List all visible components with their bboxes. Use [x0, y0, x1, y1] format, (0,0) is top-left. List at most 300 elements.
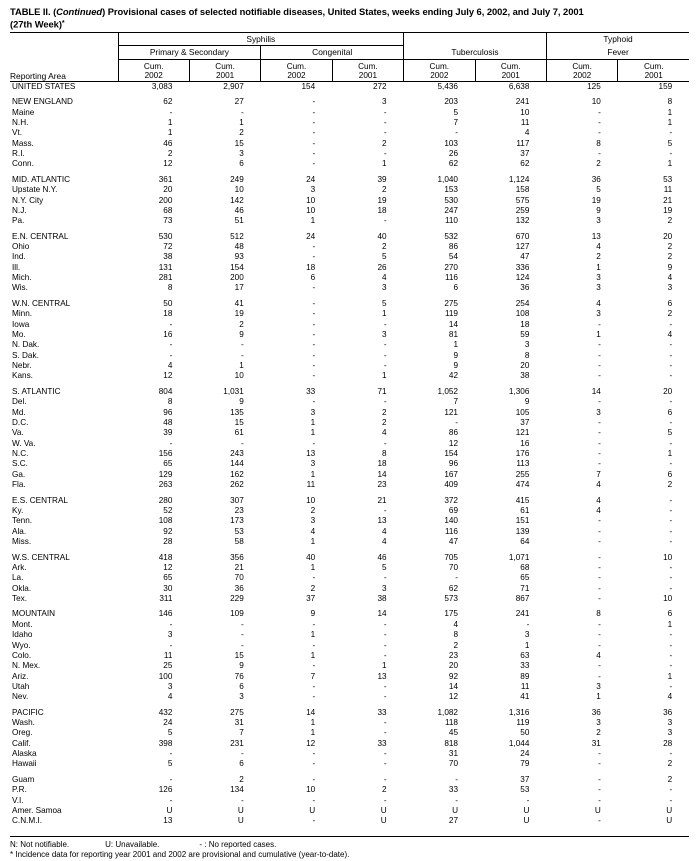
row-value-2: 162: [230, 469, 244, 479]
row-value-7: 7: [596, 469, 601, 479]
row-value-2: 53: [234, 526, 244, 536]
header-tb-2001: Cum. 2001: [475, 59, 546, 81]
row-value-1: 12: [163, 371, 173, 381]
row-value-6: -: [526, 619, 530, 629]
row-value-7: -: [598, 526, 601, 536]
row-value-6: 63: [520, 650, 530, 660]
row-value-3: -: [312, 619, 316, 629]
row-value-3: 24: [306, 174, 316, 184]
row-value-5: -: [455, 418, 458, 428]
row-value-7: -: [598, 449, 601, 459]
row-value-5: 81: [448, 330, 458, 340]
table-row: [10, 397, 689, 407]
row-value-4: -: [383, 128, 387, 138]
row-value-4: -: [383, 619, 387, 629]
table-row: [10, 283, 689, 293]
row-value-6: 11: [520, 117, 530, 127]
row-value-2: 48: [234, 242, 244, 252]
row-value-6: 1,316: [508, 707, 530, 717]
table-row: [10, 775, 689, 785]
row-value-7: 1: [596, 330, 601, 340]
row-value-5: 42: [448, 371, 458, 381]
row-value-6: 1,306: [508, 386, 530, 396]
table-row: [10, 128, 689, 138]
row-value-6: 259: [515, 205, 530, 215]
row-area-label: Amer. Samoa: [12, 806, 62, 816]
row-value-3: 10: [306, 785, 316, 795]
row-value-1: 38: [163, 252, 173, 262]
row-value-6: 124: [515, 273, 530, 283]
row-value-1: 11: [163, 650, 173, 660]
row-value-6: 176: [515, 449, 530, 459]
row-value-5: 92: [448, 671, 458, 681]
row-value-2: 46: [234, 205, 244, 215]
row-value-2: 2: [239, 128, 244, 138]
header-group-syphilis: Syphilis: [118, 32, 404, 45]
row-value-4: -: [383, 350, 387, 360]
row-value-6: U: [523, 816, 530, 826]
title-week: (27th Week): [10, 18, 62, 30]
row-area-label: Minn.: [12, 309, 33, 319]
row-value-2: 17: [234, 283, 244, 293]
row-value-2: 512: [230, 231, 244, 241]
row-area-label: Nev.: [12, 692, 29, 702]
row-value-2: 10: [234, 185, 244, 195]
row-value-8: 21: [663, 195, 673, 205]
row-area-label: V.I.: [12, 795, 24, 805]
row-value-7: 3: [596, 283, 601, 293]
table-row: [10, 584, 689, 594]
row-value-6: 3: [524, 340, 530, 350]
row-area-label: UNITED STATES: [12, 81, 76, 91]
row-value-6: 575: [515, 195, 530, 205]
row-value-4: 71: [377, 386, 387, 396]
row-value-1: 530: [158, 231, 173, 241]
row-value-8: 159: [658, 81, 673, 91]
row-area-label: Upstate N.Y.: [12, 185, 58, 195]
row-value-6: 18: [520, 319, 530, 329]
row-value-7: -: [598, 340, 601, 350]
row-value-3: -: [312, 692, 316, 702]
row-value-8: -: [669, 562, 673, 572]
row-value-5: 5: [453, 107, 458, 117]
row-value-8: 2: [667, 480, 673, 490]
row-value-8: -: [669, 418, 673, 428]
row-value-4: -: [383, 728, 387, 738]
row-value-4: 4: [382, 273, 387, 283]
row-value-2: 243: [230, 449, 244, 459]
row-value-8: 53: [663, 174, 673, 184]
row-value-4: 13: [377, 671, 387, 681]
row-value-8: -: [669, 128, 673, 138]
row-value-6: 132: [515, 216, 530, 226]
table-row: [10, 692, 689, 702]
row-value-4: 46: [377, 552, 387, 562]
row-value-6: 139: [515, 526, 530, 536]
row-value-4: 5: [382, 299, 387, 309]
row-area-label: S.C.: [12, 459, 28, 469]
title-suffix: ) Provisional cases of selected notifiable diseases, United States, weeks ending July 6, 2002, and July 7, 2001: [102, 6, 584, 17]
row-value-7: -: [598, 593, 601, 603]
row-value-7: 9: [596, 205, 601, 215]
row-value-1: -: [169, 619, 173, 629]
header-typhoid-2002: Cum. 2002: [546, 59, 617, 81]
row-value-6: 41: [520, 692, 530, 702]
row-value-7: -: [598, 661, 601, 671]
header-typhoid-2001: Cum. 2001: [618, 59, 689, 81]
row-value-8: 5: [667, 138, 673, 148]
table-row: [10, 408, 689, 418]
row-value-4: 18: [377, 459, 387, 469]
row-area-label: Ind.: [12, 252, 26, 262]
row-value-1: -: [169, 350, 173, 360]
table-row: [10, 816, 689, 826]
row-value-4: -: [383, 718, 387, 728]
table-row: [10, 108, 689, 118]
row-value-1: 13: [163, 816, 173, 826]
row-value-6: 151: [515, 516, 530, 526]
row-value-7: 8: [596, 138, 601, 148]
row-value-1: 146: [158, 609, 173, 619]
row-value-7: 14: [591, 386, 601, 396]
row-value-3: 18: [306, 262, 316, 272]
table-row: [10, 330, 689, 340]
row-area-label: Del.: [12, 397, 27, 407]
row-value-8: -: [669, 537, 673, 546]
row-value-6: 415: [515, 495, 530, 505]
row-value-1: -: [169, 749, 173, 759]
row-value-2: 2,907: [223, 81, 244, 91]
row-area-label: E.S. CENTRAL: [12, 495, 68, 505]
row-value-3: 12: [306, 738, 316, 748]
row-value-7: -: [598, 785, 601, 795]
row-value-6: 10: [520, 107, 530, 117]
header-subgroup-primary-secondary: Primary & Secondary: [118, 45, 261, 59]
row-value-7: -: [598, 371, 601, 381]
row-value-5: 86: [448, 428, 458, 438]
row-value-5: 14: [448, 319, 458, 329]
row-value-5: 110: [444, 216, 458, 226]
row-value-7: 1: [596, 262, 601, 272]
row-value-8: -: [669, 371, 673, 381]
row-value-2: 135: [230, 407, 244, 417]
row-value-8: 4: [667, 692, 673, 702]
row-value-1: 2: [167, 148, 173, 158]
footnotes: [10, 840, 689, 861]
table-row: [10, 97, 689, 107]
row-value-7: -: [598, 619, 601, 629]
row-value-3: -: [312, 107, 316, 117]
footnote-dash: - : No reported cases.: [199, 839, 277, 849]
row-value-4: 38: [377, 593, 387, 603]
row-value-2: U: [237, 806, 244, 816]
row-value-5: 62: [448, 583, 458, 593]
row-area-label: Ga.: [12, 469, 26, 479]
row-value-3: 13: [306, 449, 316, 459]
table-row: [10, 682, 689, 692]
row-value-4: 19: [377, 195, 387, 205]
bottom-rule-cell: [10, 827, 689, 837]
row-value-2: 144: [230, 459, 244, 469]
row-area-label: Idaho: [12, 630, 33, 640]
header-group-typhoid-bottom: Fever: [546, 45, 689, 59]
row-value-3: 9: [310, 609, 316, 619]
row-value-5: 175: [444, 609, 458, 619]
row-value-8: 2: [667, 759, 673, 769]
row-value-7: 4: [596, 480, 601, 490]
row-value-2: 61: [234, 428, 244, 438]
row-value-5: 12: [448, 438, 458, 448]
row-value-5: 372: [444, 495, 458, 505]
row-value-5: 9: [453, 361, 458, 371]
row-value-5: -: [455, 775, 458, 785]
row-value-8: 3: [667, 283, 673, 293]
table-row: [10, 242, 689, 252]
row-value-2: 3: [239, 692, 244, 702]
row-value-8: 1: [667, 117, 673, 127]
row-value-1: 39: [163, 428, 173, 438]
row-value-6: 6,638: [508, 81, 530, 91]
row-value-8: U: [666, 806, 673, 816]
row-value-5: 409: [444, 480, 458, 490]
table-row: [10, 480, 689, 490]
row-value-7: 4: [596, 242, 601, 252]
row-value-7: -: [598, 319, 601, 329]
row-value-1: 4: [167, 361, 173, 371]
row-value-5: 47: [448, 537, 458, 546]
row-area-label: N.C.: [12, 449, 29, 459]
table-row: [10, 273, 689, 283]
row-value-3: 2: [310, 583, 316, 593]
row-area-label: Ala.: [12, 526, 27, 536]
row-value-1: 281: [158, 273, 173, 283]
row-area-label: Hawaii: [12, 759, 37, 769]
row-value-8: -: [669, 361, 673, 371]
row-value-4: 272: [372, 81, 387, 91]
row-value-3: -: [312, 117, 316, 127]
row-value-4: -: [383, 216, 387, 226]
row-area-label: Iowa: [12, 319, 30, 329]
row-value-3: -: [312, 361, 316, 371]
row-value-2: 51: [234, 216, 244, 226]
row-value-6: 37: [520, 148, 530, 158]
header-reporting-area: Reporting Area: [10, 59, 118, 81]
row-value-4: 1: [382, 159, 387, 169]
row-value-8: 28: [663, 738, 673, 748]
row-area-label: Mo.: [12, 330, 26, 340]
row-value-2: 2: [239, 319, 244, 329]
row-value-8: 20: [663, 231, 673, 241]
row-value-4: 5: [382, 562, 387, 572]
row-value-5: 7: [453, 397, 458, 407]
row-value-1: 5: [167, 728, 173, 738]
row-area-label: Oreg.: [12, 728, 33, 738]
row-value-4: -: [383, 681, 387, 691]
table-row: [10, 641, 689, 651]
row-value-7: -: [598, 749, 601, 759]
table-row: [10, 506, 689, 516]
table-row: [10, 159, 689, 169]
row-value-8: -: [669, 681, 673, 691]
table-row: [10, 387, 689, 397]
row-value-6: 20: [520, 361, 530, 371]
row-value-4: 2: [382, 242, 387, 252]
table-row: [10, 728, 689, 738]
table-row: [10, 563, 689, 573]
row-value-3: 1: [310, 650, 316, 660]
row-value-7: 4: [596, 299, 601, 309]
row-value-1: 361: [158, 174, 173, 184]
row-value-5: 270: [444, 262, 458, 272]
row-value-2: 173: [230, 516, 244, 526]
header-group-row: [10, 32, 689, 45]
row-value-1: 156: [158, 449, 173, 459]
row-value-8: 6: [667, 469, 673, 479]
row-value-4: -: [383, 107, 387, 117]
row-value-5: 153: [444, 185, 458, 195]
row-value-8: 10: [663, 552, 673, 562]
row-value-3: 3: [310, 516, 316, 526]
row-value-1: 8: [167, 283, 173, 293]
row-value-5: 167: [444, 469, 458, 479]
table-row: [10, 299, 689, 309]
page-title: [10, 6, 689, 30]
row-value-5: 119: [444, 309, 458, 319]
row-value-6: 1,071: [508, 552, 530, 562]
row-value-1: 65: [163, 573, 173, 583]
row-value-6: 254: [515, 299, 530, 309]
row-value-1: 129: [158, 469, 173, 479]
row-value-1: 16: [163, 330, 173, 340]
row-value-7: 8: [596, 609, 601, 619]
row-value-2: -: [241, 630, 244, 640]
row-value-8: -: [669, 397, 673, 407]
table-row: [10, 796, 689, 806]
row-value-1: 62: [163, 97, 173, 107]
row-value-1: 92: [163, 526, 173, 536]
row-area-label: La.: [12, 573, 24, 583]
row-value-6: 47: [520, 252, 530, 262]
row-value-5: 154: [444, 449, 458, 459]
table-row: [10, 361, 689, 371]
row-value-2: 6: [239, 681, 244, 691]
row-area-label: Mich.: [12, 273, 32, 283]
table-row: [10, 175, 689, 185]
row-area-label: Tex.: [12, 593, 28, 603]
row-area-label: S. ATLANTIC: [12, 386, 61, 396]
row-value-1: 418: [158, 552, 173, 562]
row-value-8: 9: [667, 262, 673, 272]
row-value-8: -: [669, 516, 673, 526]
row-value-1: 1: [167, 117, 173, 127]
row-value-7: -: [598, 552, 601, 562]
row-value-4: 3: [382, 97, 387, 107]
table-row: [10, 749, 689, 759]
row-value-1: 18: [163, 309, 173, 319]
table-row: [10, 537, 689, 547]
row-value-1: 200: [158, 195, 173, 205]
row-value-1: 100: [158, 671, 173, 681]
row-value-4: -: [383, 438, 387, 448]
row-value-7: -: [598, 775, 601, 785]
row-value-4: 4: [382, 537, 387, 546]
row-value-6: 105: [515, 407, 530, 417]
row-area-label: Va.: [12, 428, 24, 438]
row-area-label: R.I.: [12, 148, 25, 158]
row-value-6: 241: [515, 609, 530, 619]
row-value-6: 37: [520, 418, 530, 428]
row-value-3: -: [312, 252, 316, 262]
row-value-5: 573: [444, 593, 458, 603]
row-value-4: -: [383, 759, 387, 769]
row-value-8: 6: [667, 407, 673, 417]
row-value-6: 108: [515, 309, 530, 319]
row-value-4: -: [383, 573, 387, 583]
row-value-3: -: [312, 283, 316, 293]
row-value-8: 2: [667, 242, 673, 252]
row-value-1: 5: [167, 759, 173, 769]
row-value-8: -: [669, 148, 673, 158]
row-value-2: U: [237, 816, 244, 826]
table-row: [10, 594, 689, 604]
row-area-label: Kans.: [12, 371, 33, 381]
row-area-label: Mont.: [12, 619, 33, 629]
table-row: [10, 340, 689, 350]
row-area-label: Tenn.: [12, 516, 33, 526]
row-value-5: 7: [453, 117, 458, 127]
row-value-3: -: [312, 309, 316, 319]
row-area-label: Maine: [12, 107, 35, 117]
row-value-8: -: [669, 749, 673, 759]
row-value-8: 1: [667, 107, 673, 117]
table-row: [10, 496, 689, 506]
row-value-7: 3: [596, 273, 601, 283]
row-value-4: 5: [382, 252, 387, 262]
row-area-label: NEW ENGLAND: [12, 97, 73, 107]
row-value-4: U: [380, 816, 387, 826]
header-spacer-area-2: [10, 45, 118, 59]
row-value-8: -: [669, 505, 673, 515]
row-value-2: 58: [234, 537, 244, 546]
row-value-4: 26: [377, 262, 387, 272]
row-value-2: 76: [234, 671, 244, 681]
row-value-5: 23: [448, 650, 458, 660]
row-value-2: 70: [234, 573, 244, 583]
row-value-5: 818: [444, 738, 458, 748]
row-area-label: D.C.: [12, 418, 29, 428]
header-cum-row: [10, 59, 689, 81]
row-value-5: 96: [448, 459, 458, 469]
row-value-6: 11: [520, 681, 530, 691]
row-value-7: -: [598, 438, 601, 448]
row-value-1: 263: [158, 480, 173, 490]
row-value-5: U: [452, 806, 458, 816]
row-value-7: -: [598, 562, 601, 572]
row-value-6: 64: [520, 537, 530, 546]
row-value-3: 1: [310, 630, 316, 640]
row-value-1: -: [169, 775, 173, 785]
table-row: [10, 459, 689, 469]
row-value-6: 53: [520, 785, 530, 795]
row-value-6: 62: [520, 159, 530, 169]
row-value-2: 142: [230, 195, 244, 205]
row-value-4: -: [383, 775, 387, 785]
row-value-8: -: [669, 630, 673, 640]
row-value-2: 23: [234, 505, 244, 515]
row-value-3: -: [312, 640, 316, 650]
row-value-2: 93: [234, 252, 244, 262]
row-value-2: 41: [234, 299, 244, 309]
